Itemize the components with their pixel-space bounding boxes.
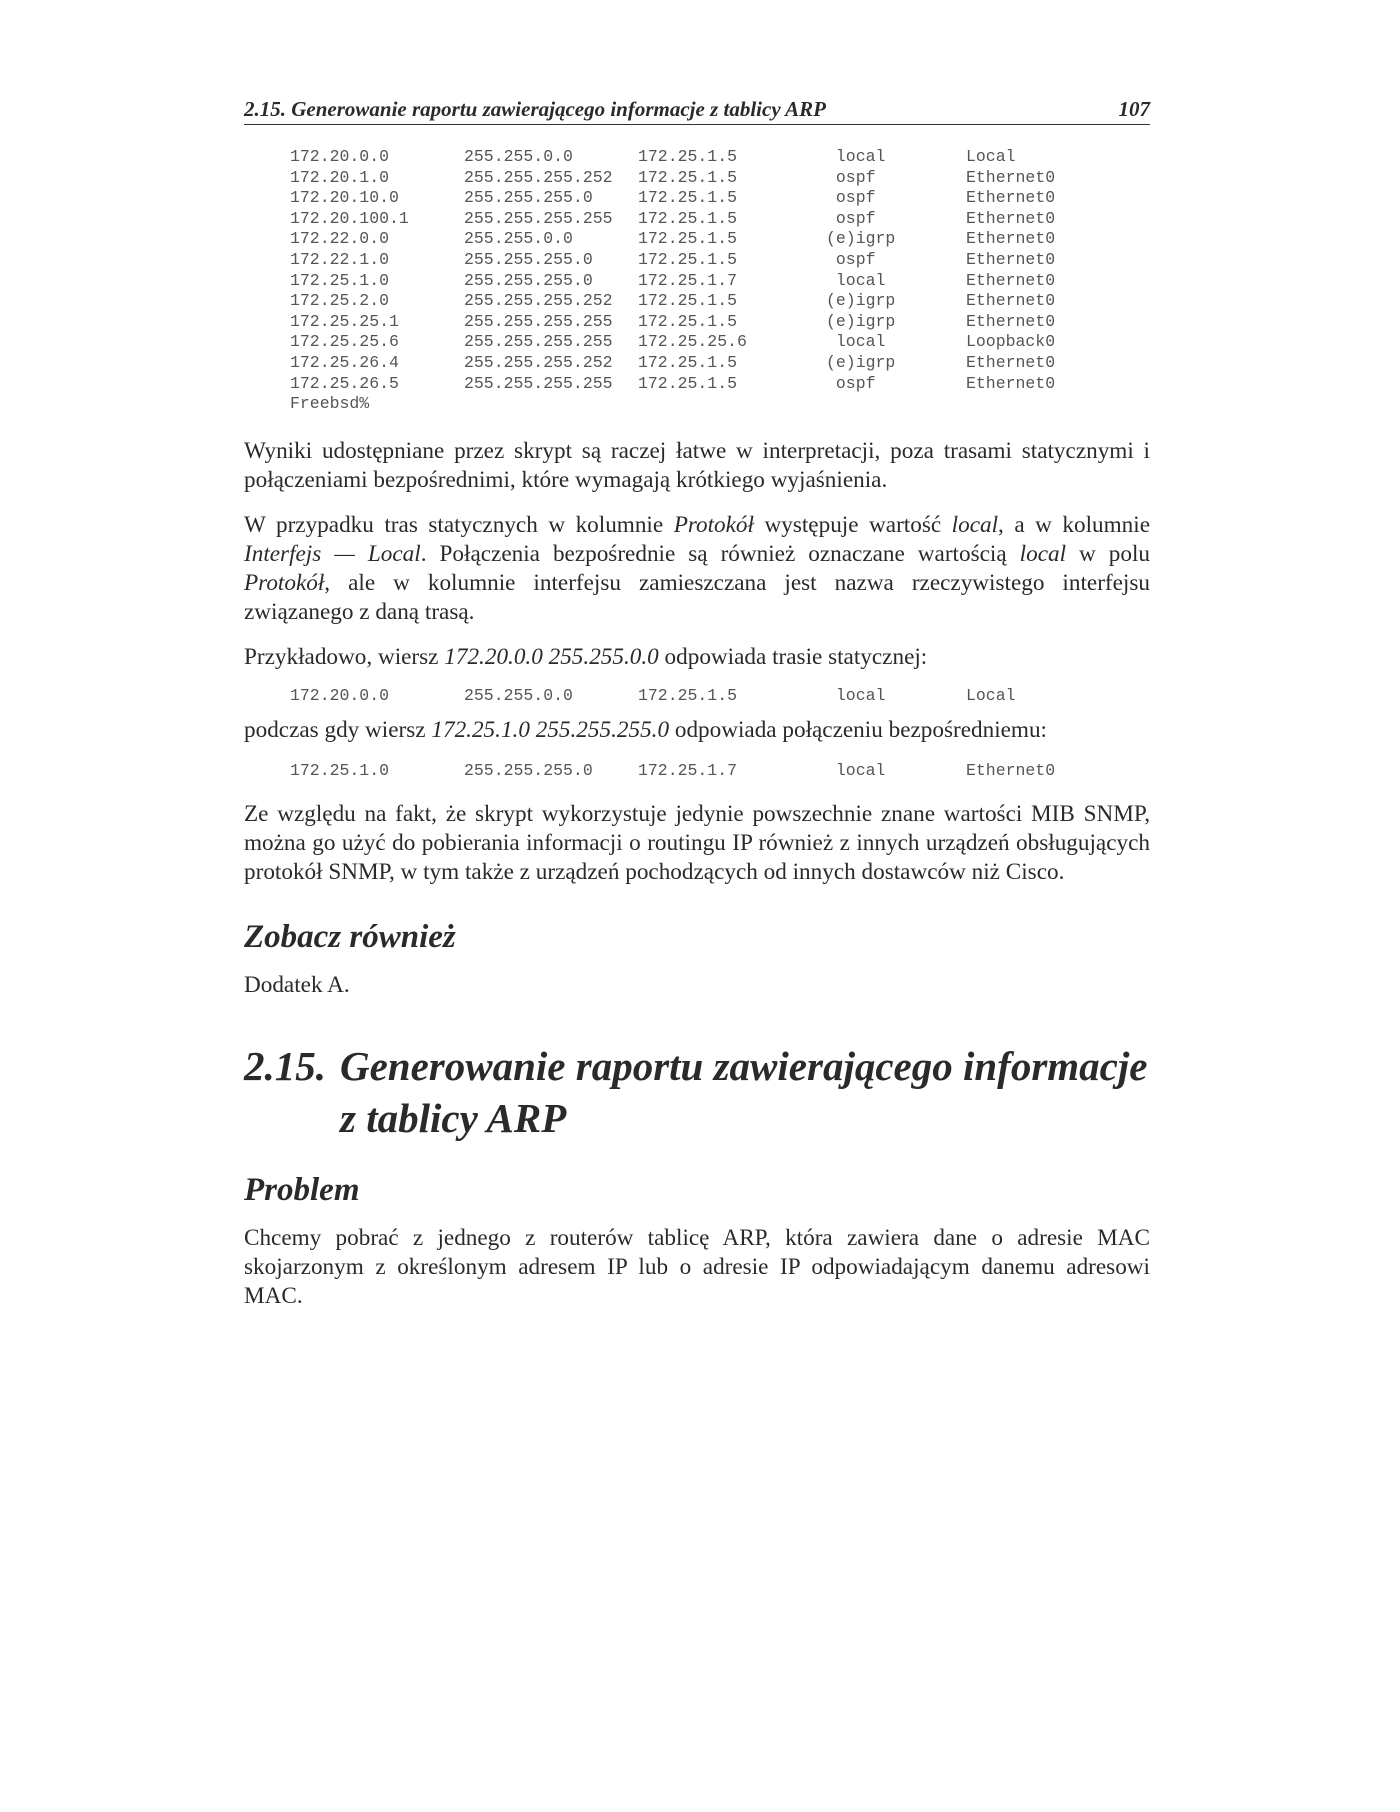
shell-prompt: Freebsd% bbox=[290, 394, 370, 414]
running-head-title: 2.15. Generowanie raportu zawierającego informacje z tablicy ARP bbox=[244, 97, 826, 121]
protocol-cell: local bbox=[826, 147, 886, 166]
paragraph-example-direct bbox=[244, 716, 1150, 745]
section-title: Generowanie raportu zawierającego informacje z tablicy ARP bbox=[340, 1042, 1148, 1141]
protocol-cell: (e)igrp bbox=[826, 311, 896, 331]
see-also-heading: Zobacz również bbox=[244, 918, 456, 955]
destination-cell: 172.22.1.0 bbox=[290, 249, 390, 269]
netmask-cell: 255.255.255.252 bbox=[464, 352, 613, 372]
problem-text: Chcemy pobrać z jednego z routerów tablicę ARP, która zawiera dane o adresie MAC skojarzonym z określonym adresem IP lub o adresie IP odpowiadającym danemu adresowi MAC. bbox=[244, 1224, 1150, 1309]
protocol-cell: local bbox=[826, 761, 886, 781]
text-run: Przykładowo, wiersz bbox=[244, 643, 445, 670]
paragraph-results: Wyniki udostępniane przez skrypt są raczej łatwe w interpretacji, poza trasami statycznymi i połączeniami bezpośrednimi, które wymagają krótkiego wyjaśnienia. bbox=[244, 437, 1150, 493]
next-hop-cell: 172.25.1.5 bbox=[638, 147, 738, 166]
text-run: w polu bbox=[1066, 540, 1151, 567]
destination-cell: 172.20.1.0 bbox=[290, 167, 390, 187]
protocol-cell: (e)igrp bbox=[826, 229, 896, 249]
route-row bbox=[290, 291, 1150, 312]
italic-term: local bbox=[951, 511, 999, 538]
netmask-cell: 255.255.255.255 bbox=[464, 311, 613, 331]
protocol-cell: local bbox=[826, 685, 886, 705]
italic-term: local bbox=[1019, 540, 1067, 567]
destination-cell: 172.25.26.4 bbox=[290, 352, 399, 372]
netmask-cell: 255.255.255.0 bbox=[464, 188, 593, 208]
section-heading bbox=[244, 1040, 1150, 1144]
interface-cell: Ethernet0 bbox=[966, 188, 1056, 208]
destination-cell: 172.25.2.0 bbox=[290, 291, 390, 311]
next-hop-cell: 172.25.1.5 bbox=[638, 208, 738, 228]
shell-prompt-line bbox=[290, 394, 1150, 415]
next-hop-cell: 172.25.1.5 bbox=[638, 249, 738, 269]
netmask-cell: 255.255.255.0 bbox=[464, 761, 593, 781]
destination-cell: 172.25.1.0 bbox=[290, 761, 390, 781]
netmask-cell: 255.255.0.0 bbox=[464, 685, 573, 705]
text-run: , ale w kolumnie interfejsu zamieszczana jest nazwa rzeczywistego interfejsu związanego z daną trasą. bbox=[244, 569, 1150, 625]
netmask-cell: 255.255.255.252 bbox=[464, 167, 613, 187]
route-row bbox=[290, 761, 1150, 782]
running-head bbox=[244, 96, 1150, 125]
interface-cell: Ethernet0 bbox=[966, 352, 1056, 372]
interface-cell: Ethernet0 bbox=[966, 249, 1056, 269]
next-hop-cell: 172.25.1.5 bbox=[638, 373, 738, 393]
text-run: odpowiada trasie statycznej: bbox=[658, 643, 928, 670]
italic-term: Protokół bbox=[673, 511, 754, 538]
destination-cell: 172.25.1.0 bbox=[290, 270, 390, 290]
route-row bbox=[290, 168, 1150, 189]
route-row bbox=[290, 686, 1150, 707]
route-row bbox=[290, 147, 1150, 168]
interface-cell: Loopback0 bbox=[966, 332, 1056, 352]
netmask-cell: 255.255.0.0 bbox=[464, 229, 573, 249]
text-run: , a w kolumnie bbox=[998, 511, 1150, 538]
page bbox=[244, 96, 1150, 1311]
netmask-cell: 255.255.255.0 bbox=[464, 249, 593, 269]
interface-cell: Ethernet0 bbox=[966, 167, 1056, 187]
route-row bbox=[290, 332, 1150, 353]
paragraph-example-static bbox=[244, 643, 1150, 672]
protocol-cell: ospf bbox=[826, 208, 876, 228]
italic-term: 172.20.0.0 255.255.0.0 bbox=[444, 643, 659, 670]
netmask-cell: 255.255.255.255 bbox=[464, 373, 613, 393]
text-run: . Połączenia bezpośrednie są również oznaczane wartością bbox=[420, 540, 1020, 567]
interface-cell: Ethernet0 bbox=[966, 208, 1056, 228]
text-run: odpowiada połączeniu bezpośredniemu: bbox=[669, 717, 1047, 744]
page-number: 107 bbox=[1118, 97, 1150, 121]
protocol-cell: ospf bbox=[826, 249, 876, 269]
problem-heading: Problem bbox=[244, 1171, 360, 1208]
destination-cell: 172.25.25.1 bbox=[290, 311, 399, 331]
paragraph-static-routes bbox=[244, 511, 1150, 627]
interface-cell: Local bbox=[966, 685, 1016, 705]
protocol-cell: ospf bbox=[826, 373, 876, 393]
text-run: podczas gdy wiersz bbox=[244, 717, 432, 744]
route-table-listing bbox=[290, 147, 1150, 394]
interface-cell: Ethernet0 bbox=[966, 311, 1056, 331]
interface-cell: Ethernet0 bbox=[966, 373, 1056, 393]
netmask-cell: 255.255.0.0 bbox=[464, 147, 573, 166]
destination-cell: 172.20.10.0 bbox=[290, 188, 399, 208]
protocol-cell: (e)igrp bbox=[826, 291, 896, 311]
route-row bbox=[290, 353, 1150, 374]
netmask-cell: 255.255.255.255 bbox=[464, 208, 613, 228]
paragraph-snmp: Ze względu na fakt, że skrypt wykorzystuje jedynie powszechnie znane wartości MIB SNMP, można go użyć do pobierania informacji o routingu IP również z innych urządzeń obsługujących protokół SNMP, w tym także z urządzeń pochodzących od innych dostawców niż Cisco. bbox=[244, 800, 1150, 885]
italic-term: Protokół bbox=[244, 569, 325, 596]
destination-cell: 172.20.0.0 bbox=[290, 685, 390, 705]
destination-cell: 172.20.0.0 bbox=[290, 147, 390, 166]
route-row bbox=[290, 209, 1150, 230]
next-hop-cell: 172.25.1.5 bbox=[638, 291, 738, 311]
interface-cell: Ethernet0 bbox=[966, 229, 1056, 249]
route-row bbox=[290, 188, 1150, 209]
route-row bbox=[290, 312, 1150, 333]
netmask-cell: 255.255.255.255 bbox=[464, 332, 613, 352]
netmask-cell: 255.255.255.0 bbox=[464, 270, 593, 290]
next-hop-cell: 172.25.1.5 bbox=[638, 685, 738, 705]
text-run: występuje wartość bbox=[753, 511, 952, 538]
route-row bbox=[290, 271, 1150, 292]
next-hop-cell: 172.25.1.5 bbox=[638, 188, 738, 208]
protocol-cell: ospf bbox=[826, 167, 876, 187]
section-number: 2.15. bbox=[244, 1042, 326, 1089]
destination-cell: 172.22.0.0 bbox=[290, 229, 390, 249]
destination-cell: 172.20.100.1 bbox=[290, 208, 409, 228]
destination-cell: 172.25.26.5 bbox=[290, 373, 399, 393]
interface-cell: Ethernet0 bbox=[966, 761, 1056, 781]
interface-cell: Ethernet0 bbox=[966, 270, 1056, 290]
italic-term: 172.25.1.0 255.255.255.0 bbox=[431, 717, 670, 744]
next-hop-cell: 172.25.1.5 bbox=[638, 352, 738, 372]
protocol-cell: local bbox=[826, 332, 886, 352]
protocol-cell: (e)igrp bbox=[826, 352, 896, 372]
route-row bbox=[290, 229, 1150, 250]
example-static-route-line bbox=[290, 686, 1150, 707]
example-direct-route-line bbox=[290, 761, 1150, 782]
interface-cell: Local bbox=[966, 147, 1016, 166]
text-run: W przypadku tras statycznych w kolumnie bbox=[244, 511, 674, 538]
italic-term: Interfejs — Local bbox=[244, 540, 421, 567]
protocol-cell: local bbox=[826, 270, 886, 290]
next-hop-cell: 172.25.1.7 bbox=[638, 761, 738, 781]
next-hop-cell: 172.25.25.6 bbox=[638, 332, 747, 352]
interface-cell: Ethernet0 bbox=[966, 291, 1056, 311]
netmask-cell: 255.255.255.252 bbox=[464, 291, 613, 311]
route-row bbox=[290, 374, 1150, 395]
next-hop-cell: 172.25.1.5 bbox=[638, 229, 738, 249]
see-also-text: Dodatek A. bbox=[244, 971, 350, 998]
next-hop-cell: 172.25.1.5 bbox=[638, 167, 738, 187]
next-hop-cell: 172.25.1.5 bbox=[638, 311, 738, 331]
destination-cell: 172.25.25.6 bbox=[290, 332, 399, 352]
protocol-cell: ospf bbox=[826, 188, 876, 208]
next-hop-cell: 172.25.1.7 bbox=[638, 270, 738, 290]
route-row bbox=[290, 250, 1150, 271]
